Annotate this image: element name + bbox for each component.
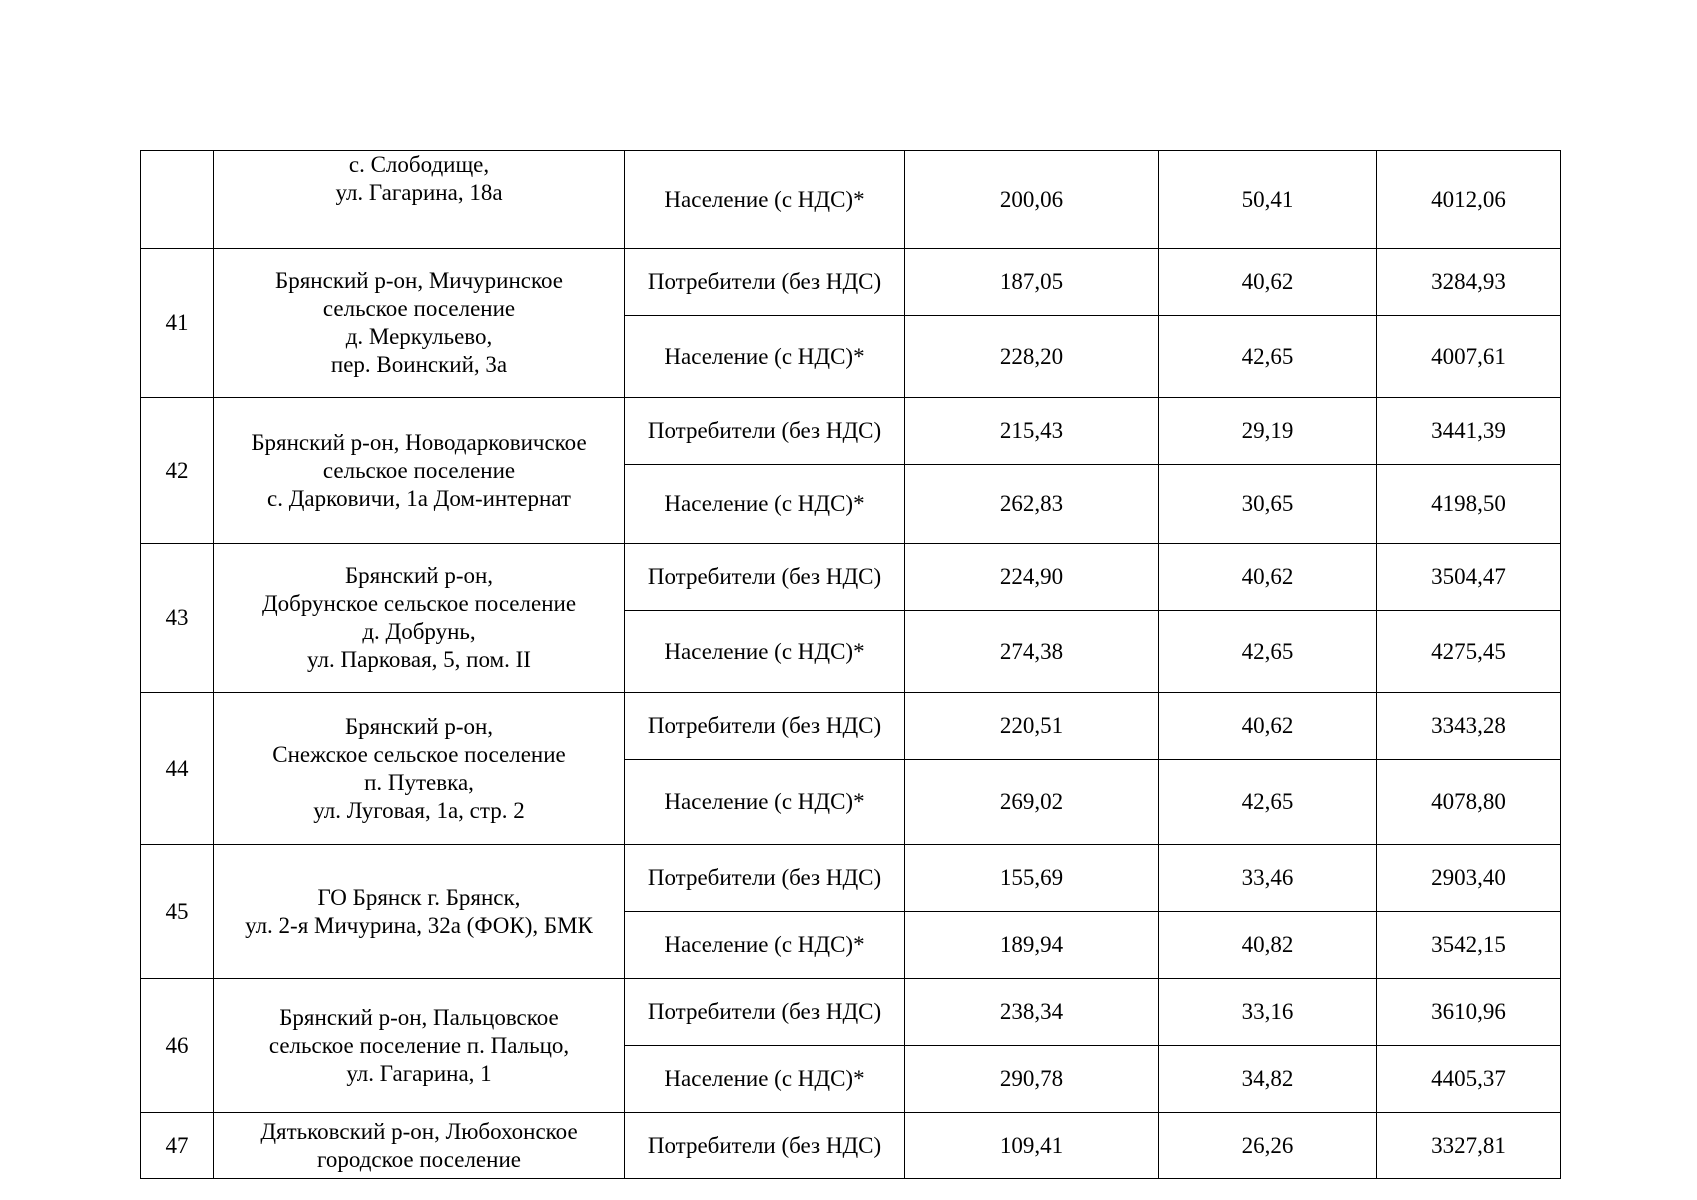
consumer-category-cell: Население (с НДС)* [625, 316, 905, 398]
consumer-category-cell: Население (с НДС)* [625, 151, 905, 249]
value-cell-3: 4078,80 [1377, 760, 1561, 845]
value-cell-2: 42,65 [1159, 760, 1377, 845]
value-cell-1: 228,20 [905, 316, 1159, 398]
value-cell-2: 33,16 [1159, 979, 1377, 1046]
consumer-category-cell: Потребители (без НДС) [625, 544, 905, 611]
address-line: сельское поселение [322, 296, 516, 321]
table-row [141, 249, 1561, 316]
consumer-category-cell: Потребители (без НДС) [625, 979, 905, 1046]
consumer-category-cell: Население (с НДС)* [625, 465, 905, 544]
value-cell-2: 40,82 [1159, 912, 1377, 979]
address-line: ул. Парковая, 5, пом. II [307, 647, 531, 672]
value-cell-2: 30,65 [1159, 465, 1377, 544]
table-row [141, 693, 1561, 760]
table-row [141, 1113, 1561, 1179]
value-cell-2: 26,26 [1159, 1113, 1377, 1179]
value-cell-2: 42,65 [1159, 316, 1377, 398]
address-line: ул. 2-я Мичурина, 32а (ФОК), БМК [245, 912, 593, 938]
tariff-table [140, 150, 1561, 1179]
row-number: 44 [141, 693, 214, 845]
value-cell-3: 3327,81 [1377, 1113, 1561, 1179]
value-cell-3: 2903,40 [1377, 845, 1561, 912]
value-cell-3: 4198,50 [1377, 465, 1561, 544]
consumer-category-cell: Потребители (без НДС) [625, 398, 905, 465]
table-row [141, 544, 1561, 611]
value-cell-3: 3441,39 [1377, 398, 1561, 465]
value-cell-1: 262,83 [905, 465, 1159, 544]
address-cell [214, 249, 625, 398]
value-cell-2: 40,62 [1159, 249, 1377, 316]
address-line: ул. Гагарина, 18а [335, 180, 503, 205]
address-cell [214, 979, 625, 1113]
value-cell-1: 109,41 [905, 1113, 1159, 1179]
address-cell [214, 398, 625, 544]
address-line: Брянский р-он, [344, 563, 494, 588]
value-cell-2: 40,62 [1159, 693, 1377, 760]
value-cell-1: 220,51 [905, 693, 1159, 760]
value-cell-3: 3610,96 [1377, 979, 1561, 1046]
value-cell-1: 189,94 [905, 912, 1159, 979]
value-cell-3: 3542,15 [1377, 912, 1561, 979]
address-line: Добрунское сельское поселение [261, 591, 577, 616]
value-cell-1: 187,05 [905, 249, 1159, 316]
consumer-category-cell: Потребители (без НДС) [625, 693, 905, 760]
row-number: 41 [141, 249, 214, 398]
consumer-category-cell: Потребители (без НДС) [625, 845, 905, 912]
value-cell-1: 290,78 [905, 1046, 1159, 1113]
value-cell-1: 238,34 [905, 979, 1159, 1046]
table-row [141, 979, 1561, 1046]
value-cell-3: 4405,37 [1377, 1046, 1561, 1113]
address-line: Брянский р-он, Мичуринское [275, 268, 563, 293]
value-cell-2: 29,19 [1159, 398, 1377, 465]
value-cell-1: 274,38 [905, 611, 1159, 693]
address-line: городское поселение [317, 1146, 521, 1172]
row-number: 43 [141, 544, 214, 693]
value-cell-3: 3284,93 [1377, 249, 1561, 316]
value-cell-1: 155,69 [905, 845, 1159, 912]
value-cell-2: 50,41 [1159, 151, 1377, 249]
value-cell-3: 3504,47 [1377, 544, 1561, 611]
value-cell-1: 269,02 [905, 760, 1159, 845]
address-cell [214, 151, 625, 249]
address-line: Снежское сельское поселение [272, 741, 566, 767]
row-number [141, 151, 214, 249]
address-cell [214, 693, 625, 845]
address-line: с. Дарковичи, 1а Дом-интернат [267, 485, 571, 511]
address-line: Брянский р-он, Пальцовское [279, 1004, 559, 1030]
consumer-category-cell: Население (с НДС)* [625, 1046, 905, 1113]
value-cell-3: 4007,61 [1377, 316, 1561, 398]
value-cell-3: 4275,45 [1377, 611, 1561, 693]
address-line: ул. Луговая, 1а, стр. 2 [313, 797, 525, 823]
value-cell-3: 4012,06 [1377, 151, 1561, 249]
table-row [141, 845, 1561, 912]
consumer-category-cell: Население (с НДС)* [625, 611, 905, 693]
address-cell [214, 544, 625, 693]
value-cell-2: 33,46 [1159, 845, 1377, 912]
table-row [141, 398, 1561, 465]
address-line: ул. Гагарина, 1 [346, 1060, 492, 1086]
address-line: Брянский р-он, Новодарковичское [251, 429, 587, 455]
address-line: пер. Воинский, 3а [330, 352, 508, 377]
consumer-category-cell: Потребители (без НДС) [625, 249, 905, 316]
row-number: 46 [141, 979, 214, 1113]
row-number: 45 [141, 845, 214, 979]
address-cell [214, 845, 625, 979]
address-cell [214, 1113, 625, 1179]
consumer-category-cell: Население (с НДС)* [625, 912, 905, 979]
row-number: 47 [141, 1113, 214, 1179]
value-cell-2: 42,65 [1159, 611, 1377, 693]
consumer-category-cell: Потребители (без НДС) [625, 1113, 905, 1179]
address-line: д. Меркульево, [345, 324, 493, 349]
address-line: Брянский р-он, [344, 713, 494, 739]
address-line: д. Добрунь, [362, 619, 476, 644]
value-cell-2: 40,62 [1159, 544, 1377, 611]
row-number: 42 [141, 398, 214, 544]
consumer-category-cell: Население (с НДС)* [625, 760, 905, 845]
address-line: п. Путевка, [364, 769, 474, 795]
value-cell-1: 215,43 [905, 398, 1159, 465]
value-cell-1: 200,06 [905, 151, 1159, 249]
address-line: ГО Брянск г. Брянск, [317, 884, 521, 910]
table-row [141, 151, 1561, 249]
address-line: сельское поселение п. Пальцо, [268, 1032, 570, 1058]
address-line: сельское поселение [322, 457, 516, 483]
value-cell-2: 34,82 [1159, 1046, 1377, 1113]
address-line: с. Слободище, [348, 152, 490, 177]
value-cell-3: 3343,28 [1377, 693, 1561, 760]
value-cell-1: 224,90 [905, 544, 1159, 611]
address-line: Дятьковский р-он, Любохонское [260, 1118, 578, 1144]
